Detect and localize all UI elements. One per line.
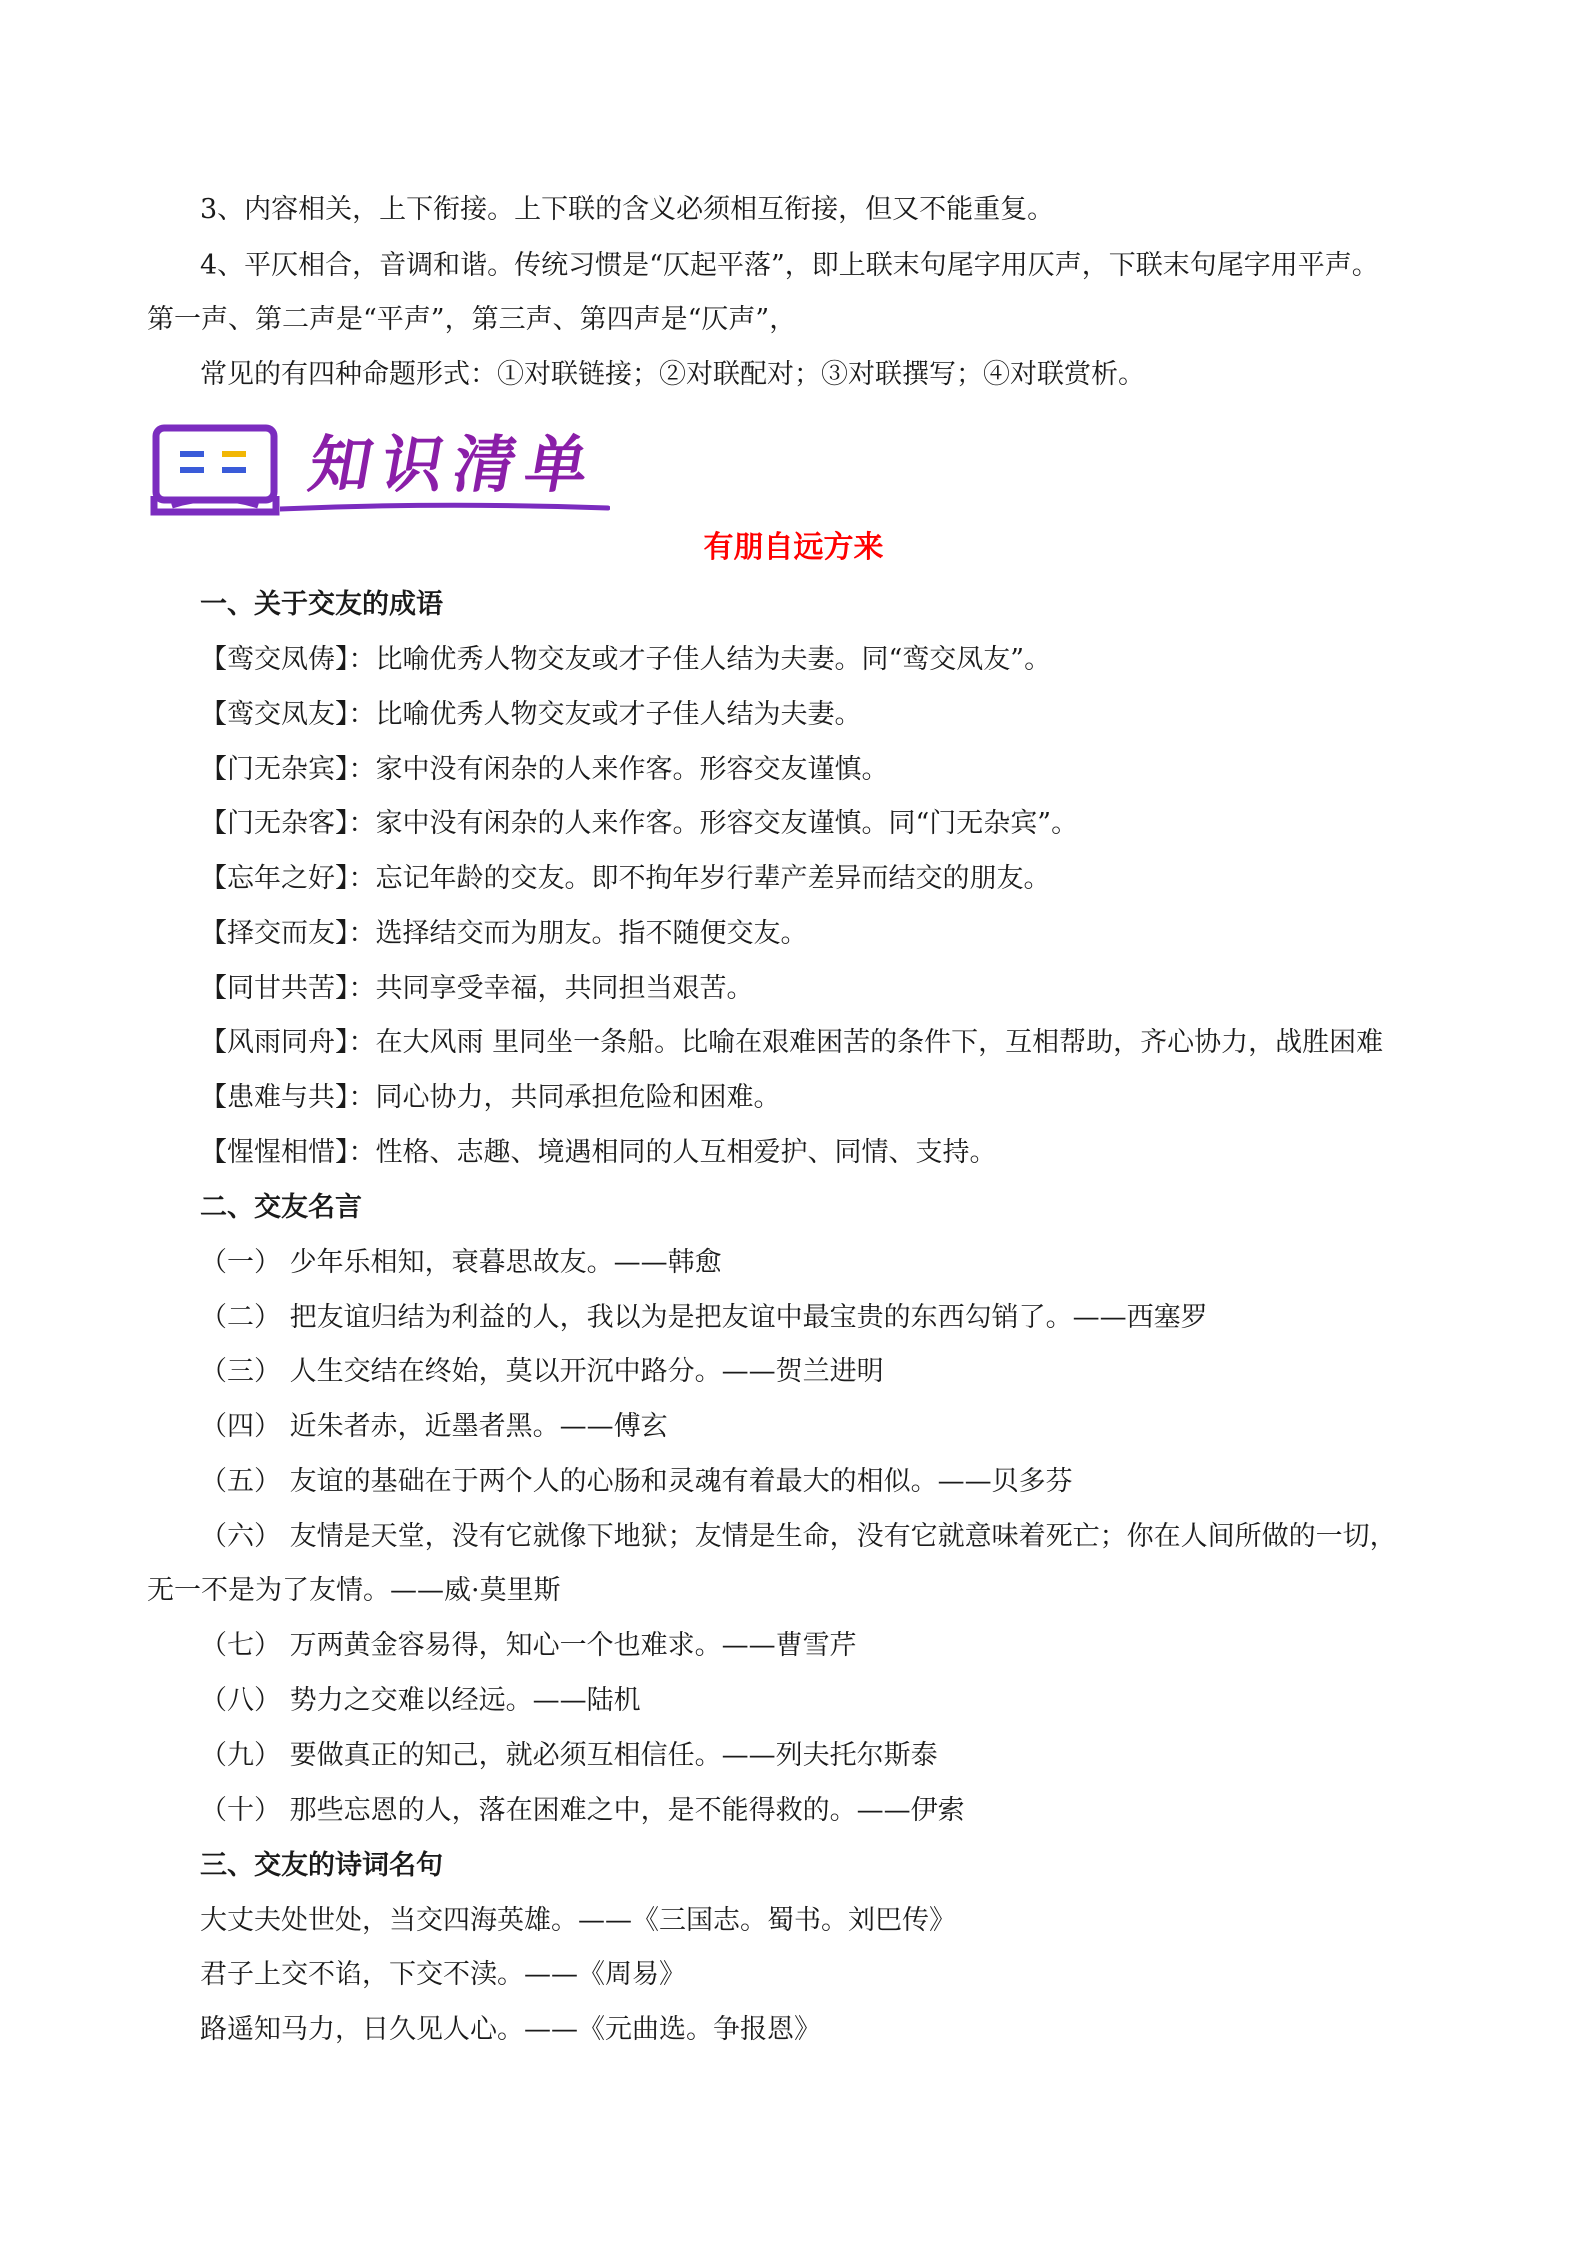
part1-heading: 一、关于交友的成语	[200, 589, 443, 620]
quote-item: （九） 要做真正的知己，就必须互相信任。——列夫托尔斯泰	[200, 1740, 938, 1771]
idiom-item: 【风雨同舟】：在大风雨 里同坐一条船。比喻在艰难困苦的条件下，互相帮助，齐心协力，战胜困难	[200, 1027, 1384, 1058]
quote-item: （五） 友谊的基础在于两个人的心肠和灵魂有着最大的相似。——贝多芬	[200, 1466, 1073, 1497]
quote-item: （十） 那些忘恩的人，落在困难之中，是不能得救的。——伊索	[200, 1795, 965, 1826]
banner-underline	[280, 500, 610, 514]
quote-item: （四） 近朱者赤，近墨者黑。——傅玄	[200, 1411, 668, 1442]
open-book-icon	[150, 422, 280, 518]
idiom-item: 【鸾交凤俦】：比喻优秀人物交友或才子佳人结为夫妻。同“鸾交凤友”。	[200, 644, 1052, 675]
section-title: 有朋自远方来	[703, 530, 884, 565]
rule-3: 3、内容相关，上下衔接。上下联的含义必须相互衔接，但又不能重复。	[200, 194, 1055, 225]
idiom-item: 【惺惺相惜】：性格、志趣、境遇相同的人互相爱护、同情、支持。	[200, 1137, 997, 1168]
part2-heading: 二、交友名言	[200, 1192, 362, 1223]
quote-item: （八） 势力之交难以经远。——陆机	[200, 1685, 641, 1716]
banner-title: 知识清单	[303, 428, 605, 501]
idiom-item: 【门无杂客】：家中没有闲杂的人来作客。形容交友谨慎。同“门无杂宾”。	[200, 808, 1079, 839]
quote-item-continued: 无一不是为了友情。——威·莫里斯	[147, 1575, 561, 1606]
idiom-item: 【门无杂宾】：家中没有闲杂的人来作客。形容交友谨慎。	[200, 754, 889, 785]
poem-item: 路遥知马力，日久见人心。——《元曲选。争报恩》	[200, 2014, 821, 2045]
poem-item: 君子上交不谄，下交不渎。——《周易》	[200, 1959, 686, 1990]
part3-heading: 三、交友的诗词名句	[200, 1850, 443, 1881]
idiom-item: 【鸾交凤友】：比喻优秀人物交友或才子佳人结为夫妻。	[200, 699, 862, 730]
knowledge-list-banner	[150, 422, 610, 518]
quote-item: （三） 人生交结在终始，莫以开沉中路分。——贺兰进明	[200, 1356, 884, 1387]
quote-item: （七） 万两黄金容易得，知心一个也难求。——曹雪芹	[200, 1630, 857, 1661]
idiom-item: 【患难与共】：同心协力，共同承担危险和困难。	[200, 1082, 781, 1113]
idiom-item: 【忘年之好】：忘记年龄的交友。即不拘年岁行辈产差异而结交的朋友。	[200, 863, 1051, 894]
rule-4: 4、平仄相合，音调和谐。传统习惯是“仄起平落”，即上联末句尾字用仄声，下联末句尾字用平声。	[200, 250, 1379, 281]
idiom-item: 【择交而友】：选择结交而为朋友。指不随便交友。	[200, 918, 808, 949]
poem-item: 大丈夫处世处，当交四海英雄。——《三国志。蜀书。刘巴传》	[200, 1905, 956, 1936]
question-forms: 常见的有四种命题形式：①对联链接；②对联配对；③对联撰写；④对联赏析。	[200, 359, 1145, 390]
quote-item: （二） 把友谊归结为利益的人，我以为是把友谊中最宝贵的东西勾销了。——西塞罗	[200, 1302, 1208, 1333]
quote-item: （六） 友情是天堂，没有它就像下地狱；友情是生命，没有它就意味着死亡；你在人间所做的一切，	[200, 1521, 1397, 1552]
idiom-item: 【同甘共苦】：共同享受幸福，共同担当艰苦。	[200, 973, 754, 1004]
quote-item: （一） 少年乐相知，衰暮思故友。——韩愈	[200, 1247, 722, 1278]
rule-4-continued: 第一声、第二声是“平声”，第三声、第四声是“仄声”，	[147, 304, 797, 335]
